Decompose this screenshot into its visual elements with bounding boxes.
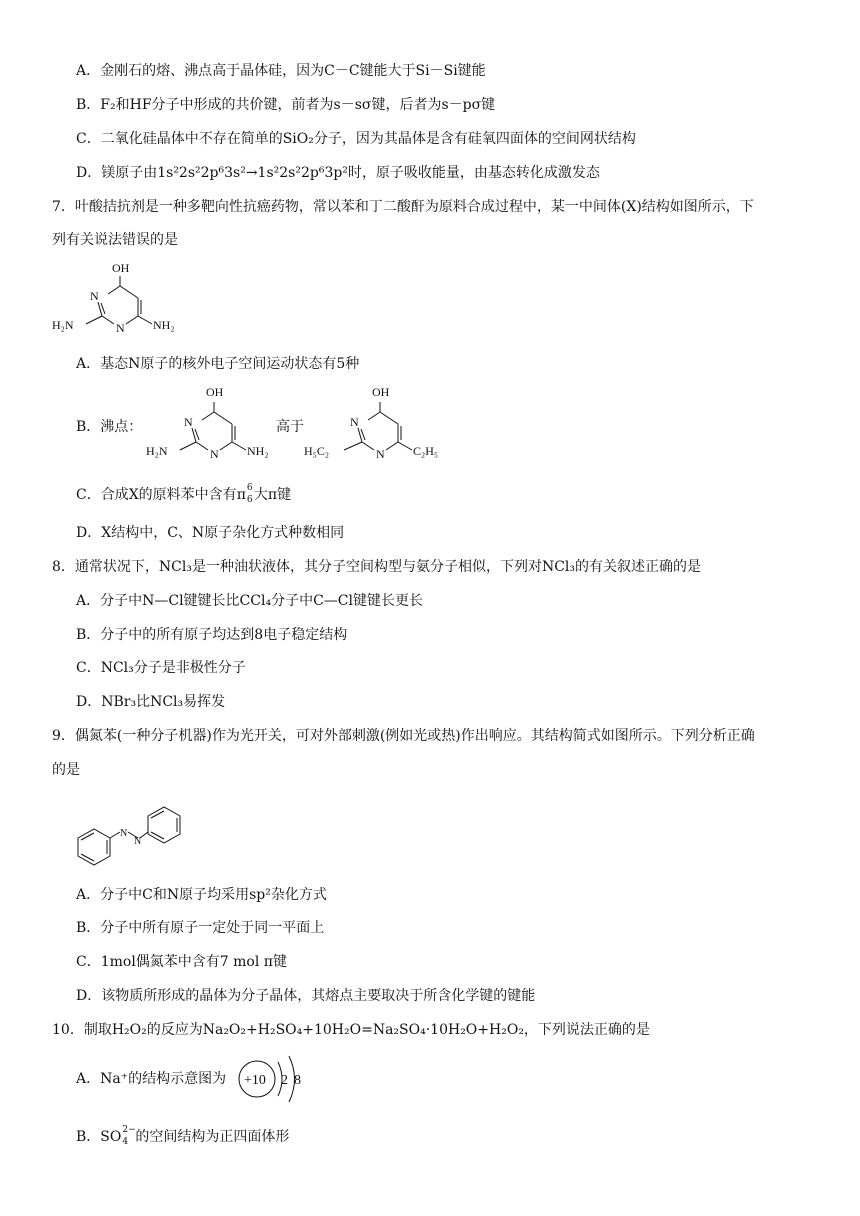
q7-option-c-suffix: 大π键: [253, 487, 292, 503]
q10-option-b: [76, 1125, 290, 1147]
pyrimidine-nh2-structure: [50, 258, 190, 348]
q8-option-c: C．NCl₃分子是非极性分子: [76, 660, 246, 676]
q9-option-b: B．分子中所有原子一定处于同一平面上: [76, 920, 325, 936]
q7-stem-line2: 列有关说法错误的是: [52, 232, 178, 248]
q9-stem-line2: 的是: [52, 762, 80, 778]
n-label: N: [90, 289, 99, 303]
q8-option-a: A．分子中N—Cl键键长比CCl₄分子中C—Cl键键长更长: [76, 593, 423, 609]
sulfate-subscript: 4: [122, 1137, 129, 1147]
q8-option-d: D．NBr₃比NCl₃易挥发: [76, 694, 226, 710]
pyrimidine-ethyl-structure: [300, 384, 450, 474]
nh2-left-label: H₂N: [52, 318, 74, 332]
q7-option-c: [76, 483, 292, 505]
n-label: N: [120, 828, 128, 839]
q10-option-b-prefix: B．: [76, 1129, 101, 1145]
q6-option-c: C．二氧化硅晶体中不存在简单的SiO₂分子，因为其晶体是含有硅氧四面体的空间网状结构: [76, 131, 636, 147]
q7-option-c-prefix: C．合成X的原料苯中含有: [76, 487, 237, 503]
n-label: N: [350, 415, 359, 429]
q7-option-a: A．基态N原子的核外电子空间运动状态有5种: [76, 356, 360, 372]
oh-label: OH: [112, 261, 130, 275]
q9-option-a: A．分子中C和N原子均采用sp²杂化方式: [76, 887, 327, 903]
sodium-ion-diagram: [234, 1052, 314, 1108]
c2h5-right-label: C₂H₅: [413, 444, 439, 458]
q7-option-b-prefix: B．沸点：: [76, 419, 143, 435]
q8-option-b: B．分子中的所有原子均达到8电子稳定结构: [76, 627, 348, 643]
q7-option-b-mid: 高于: [276, 419, 304, 435]
q8-stem: 8．通常状况下，NCl₃是一种油状液体，其分子空间构型与氨分子相似，下列对NCl₃的有关叙述正确的是: [52, 559, 702, 575]
q6-option-d: D．镁原子由1s²2s²2p⁶3s²→1s²2s²2p⁶3p²时，原子吸收能量，由基态转化成激发态: [76, 165, 600, 181]
shell-2-electrons: 8: [294, 1073, 301, 1088]
q6-option-b: B．F₂和HF分子中形成的共价键，前者为s－sσ键，后者为s－pσ键: [76, 97, 496, 113]
q9-option-d: D．该物质所形成的晶体为分子晶体，其熔点主要取决于所含化学键的键能: [76, 988, 536, 1004]
pi-superscript: 6: [246, 483, 253, 493]
q6-option-a: A．金刚石的熔、沸点高于晶体硅，因为C－C键能大于Si－Si键能: [76, 63, 486, 79]
n-label: N: [134, 836, 142, 847]
pyrimidine-nh2-structure: [144, 384, 284, 474]
pi-subscript: 6: [246, 495, 253, 505]
n-label: N: [210, 447, 219, 461]
n-label: N: [116, 321, 125, 335]
nh2-right-label: NH₂: [153, 318, 175, 332]
n-label: N: [184, 415, 193, 429]
azobenzene-structure: [50, 796, 210, 876]
q9-stem-line1: 9．偶氮苯(一种分子机器)作为光开关，可对外部刺激(例如光或热)作出响应。其结构简式如图所示。下列分析正确: [52, 728, 755, 744]
q7-option-d: D．X结构中，C、N原子杂化方式种数相同: [76, 525, 345, 541]
nh2-right-label: NH₂: [247, 444, 269, 458]
c2h5-left-label: H₅C₂: [304, 444, 330, 458]
nucleus-charge: +10: [244, 1073, 266, 1088]
sulfate-charge: 2−: [122, 1125, 136, 1135]
shell-1-electrons: 2: [281, 1073, 288, 1088]
n-label: N: [376, 447, 385, 461]
pi-symbol: π: [236, 487, 246, 503]
q10-option-a-prefix: A．Na⁺的结构示意图为: [76, 1071, 227, 1087]
sulfate-formula: SO: [100, 1129, 122, 1145]
oh-label: OH: [206, 385, 224, 399]
q7-stem-line1: 7．叶酸拮抗剂是一种多靶向性抗癌药物，常以苯和丁二酸酐为原料合成过程中，某一中间体(X)结构如图所示，下: [52, 199, 754, 215]
q10-stem: 10．制取H₂O₂的反应为Na₂O₂+H₂SO₄+10H₂O=Na₂SO₄·10H₂O+H₂O₂，下列说法正确的是: [52, 1022, 650, 1038]
oh-label: OH: [372, 385, 390, 399]
nh2-left-label: H₂N: [146, 444, 168, 458]
q10-option-b-suffix: 的空间结构为正四面体形: [135, 1129, 290, 1145]
q9-option-c: C．1mol偶氮苯中含有7 mol π键: [76, 954, 287, 970]
